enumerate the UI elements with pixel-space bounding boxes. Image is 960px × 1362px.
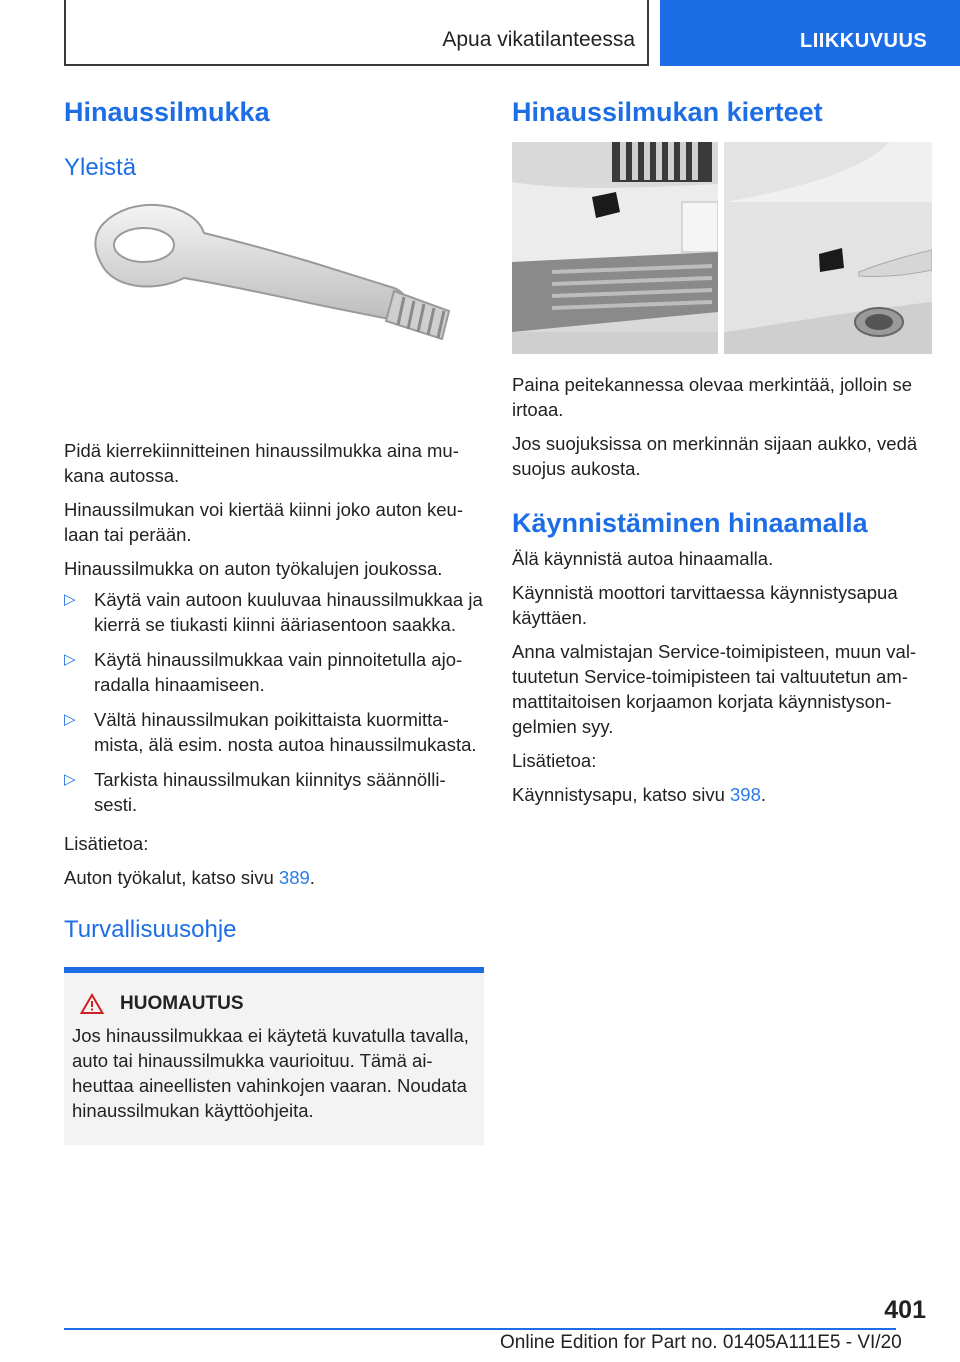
triangle-bullet-icon: ▷ [64,711,76,729]
list-item: ▷ Käytä hinaussilmukkaa vain pinnoitetulla ajo-radalla hinaamiseen. [64,649,463,696]
warning-text: Jos hinaussilmukkaa ei käytetä kuvatulla tavalla, auto tai hinaussilmukka vaurioituu. Tämä ai-heuttaa aineellisten vahinkojen vaaran. Noudata hinaussilmukan käyttöohjeita. [72,1024,469,1121]
left-para-1: Pidä kierrekiinnitteinen hinaussilmukka aina mu-kana autossa. [64,440,459,487]
header-section-tab [64,0,649,66]
right-para-5: Anna valmistajan Service-toimipisteen, muun val-tuutetun Service-toimipisteen tai valtuutetun am-mattitaitoisen korjaamon korjata käynnistyson-gelmien syy. [512,640,917,737]
reference-line: Auton työkalut, katso sivu 389. [64,867,315,889]
section-title-tow-eye: Hinaussilmukka [64,97,270,127]
footer-edition: Online Edition for Part no. 01405A111E5 - VI/20 [500,1332,902,1353]
section-title-tow-start: Käynnistäminen hinaamalla [512,508,868,539]
triangle-bullet-icon: ▷ [64,651,76,669]
subsection-title-general: Yleistä [64,154,137,182]
warning-box [64,967,484,1145]
list-item: ▷ Tarkista hinaussilmukan kiinnitys säännölli-sesti. [64,769,446,816]
footer-divider [64,1328,896,1330]
thread-cover-photos [512,142,932,354]
header-chapter-tab [660,0,960,66]
rear-bumper-photo [724,142,932,354]
right-column [512,96,932,807]
tow-eye-illustration [64,193,484,429]
right-para-4: Käynnistä moottori tarvittaessa käynnistysapua käyttäen. [512,581,898,628]
warning-triangle-icon [80,993,104,1015]
header-chapter-label: LIIKKUVUUS [800,30,928,52]
front-bumper-photo [512,142,718,354]
page-link-398[interactable]: 398 [730,783,761,805]
warning-title: HUOMAUTUS [80,993,476,1015]
instruction-list [64,587,484,817]
section-title-threads: Hinaussilmukan kierteet [512,97,823,127]
right-para-3: Älä käynnistä autoa hinaamalla. [512,547,774,569]
triangle-bullet-icon: ▷ [64,591,76,609]
left-para-2: Hinaussilmukan voi kiertää kiinni joko auton keu-laan tai perään. [64,499,463,546]
list-item: ▷ Vältä hinaussilmukan poikittaista kuormitta-mista, älä esim. nosta autoa hinaussilmukasta. [64,709,477,756]
header-section-label: Apua vikatilanteessa [442,28,635,51]
right-para-1: Paina peitekannessa olevaa merkintää, jolloin se irtoaa. [512,374,913,421]
page-number: 401 [884,1296,926,1324]
right-para-2: Jos suojuksissa on merkinnän sijaan aukko, vedä suojus aukosta. [512,433,918,480]
more-info-label: Lisätietoa: [64,833,149,855]
list-item: ▷ Käytä vain autoon kuuluvaa hinaussilmukkaa ja kierrä se tiukasti kiinni ääriasentoon saakka. [64,589,483,636]
tow-eye-image [64,193,484,429]
more-info-label-right: Lisätietoa: [512,749,597,771]
triangle-bullet-icon: ▷ [64,771,76,789]
left-column [64,96,484,1145]
page-link-389[interactable]: 389 [278,867,310,889]
reference-line-right: Käynnistysapu, katso sivu 398. [512,783,767,805]
subsection-title-safety: Turvallisuusohje [64,916,237,944]
left-para-3: Hinaussilmukka on auton työkalujen joukossa. [64,558,443,580]
